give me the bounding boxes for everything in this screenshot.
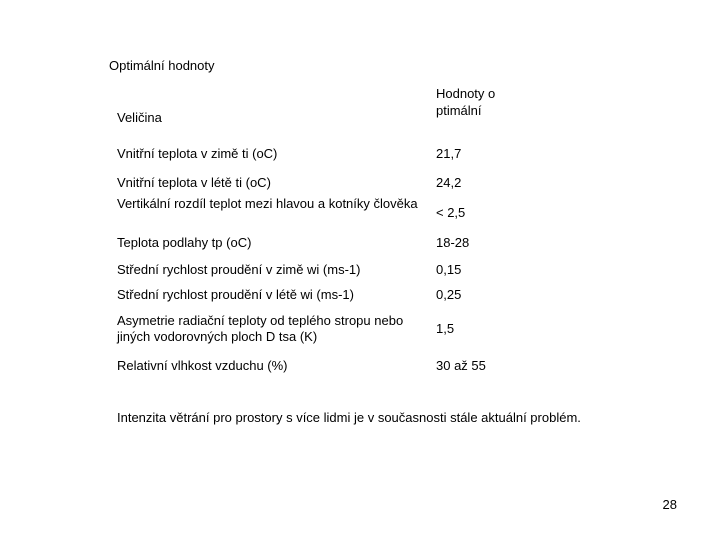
row-label: Střední rychlost proudění v zimě wi (ms-1) xyxy=(117,262,361,277)
row-label: Střední rychlost proudění v létě wi (ms-1) xyxy=(117,287,354,302)
row-label: Asymetrie radiační teploty od teplého stropu nebo jiných vodorovných ploch D tsa (K) xyxy=(117,313,404,344)
row-label: Vertikální rozdíl teplot mezi hlavou a kotníky člověka xyxy=(117,196,418,211)
header-optimal-value: Hodnoty optimální xyxy=(436,86,496,118)
footer-note: Intenzita větrání pro prostory s více lidmi je v současnosti stále aktuální problém. xyxy=(117,410,581,425)
row-value: 1,5 xyxy=(436,321,455,336)
row-value: < 2,5 xyxy=(436,205,466,220)
row-value: 0,15 xyxy=(436,262,462,277)
row-label: Relativní vlhkost vzduchu (%) xyxy=(117,358,288,373)
row-value: 0,25 xyxy=(436,287,462,302)
row-label: Vnitřní teplota v zimě ti (oC) xyxy=(117,146,278,161)
row-label: Teplota podlahy tp (oC) xyxy=(117,235,252,250)
row-value: 24,2 xyxy=(436,175,462,190)
row-value: 30 až 55 xyxy=(436,358,486,373)
page-title: Optimální hodnoty xyxy=(109,58,215,73)
header-quantity: Veličina xyxy=(117,110,162,125)
row-value: 21,7 xyxy=(436,146,462,161)
row-value: 18-28 xyxy=(436,235,470,250)
page-number: 28 xyxy=(662,497,677,512)
row-label: Vnitřní teplota v létě ti (oC) xyxy=(117,175,271,190)
